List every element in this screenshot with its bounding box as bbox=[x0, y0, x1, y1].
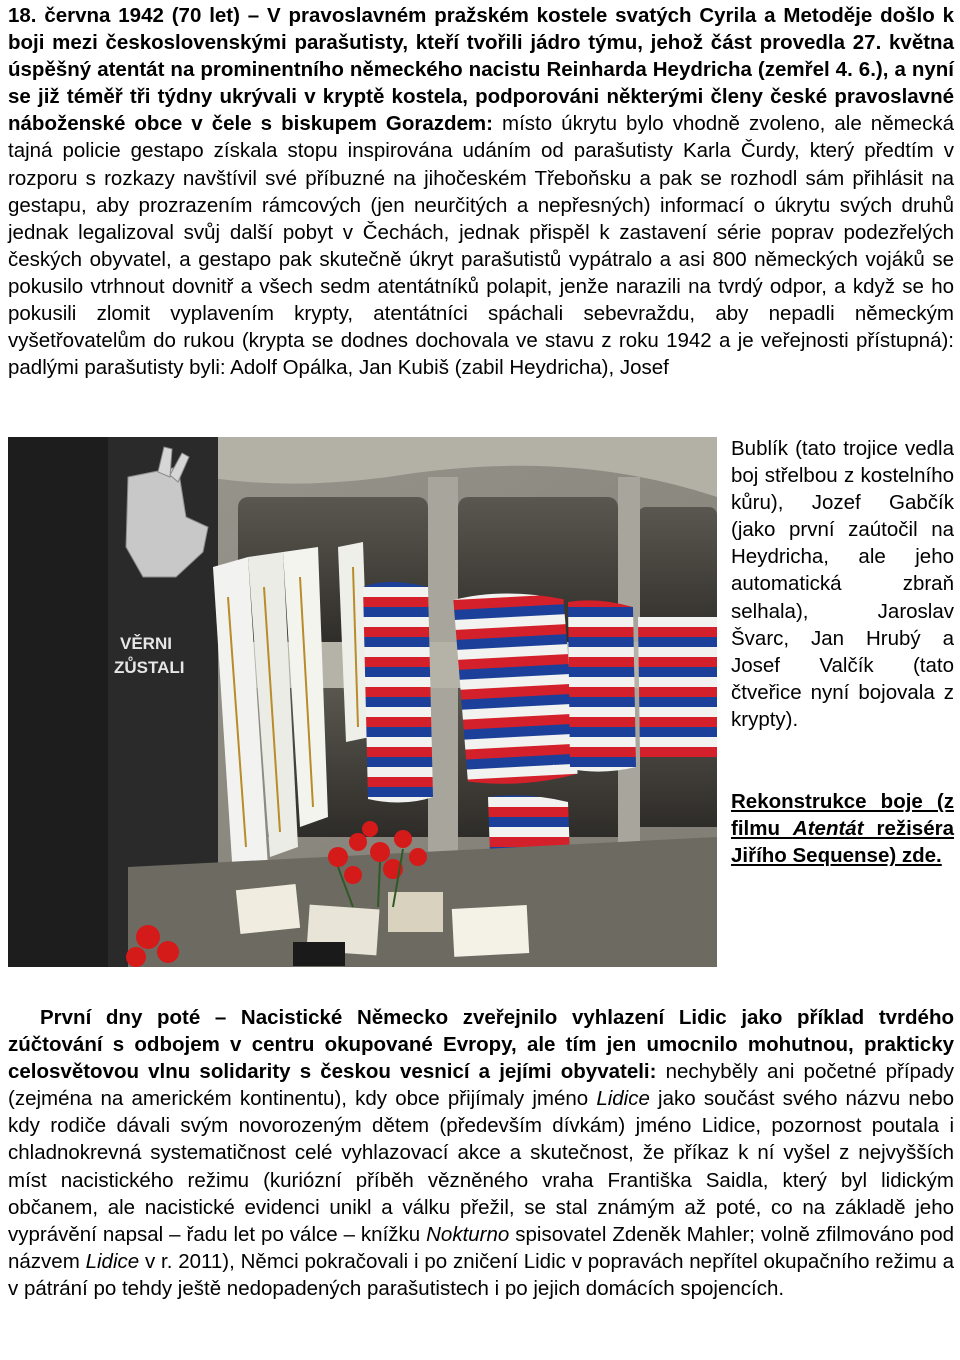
paragraph-lidice-body2: jako součást svého názvu nebo kdy rodiče dávali svým novorozeným dětem (především dívkám) jméno Lidice, pozornost poutala i chladnokrevná systematičnost celé vyhlazovací akce a skutečnost, že příkaz k ní vyšel z nejvyšších míst nacistického režimu (kuriózní příběh vězněného vraha Františka Saidla, který byl lidickým občanem, ale nacistické evidenci unikl a válku přežil, se stal známým až poté, co na základě jeho vyprávění napsal – řadu let po válce – knížku bbox=[8, 1087, 954, 1246]
plaque-text-line1: VĚRNI bbox=[120, 634, 172, 653]
battle-reconstruction-link[interactable] bbox=[731, 788, 954, 869]
paragraph-crypt-battle-body: místo úkrytu bylo vhodně zvoleno, ale německá tajná policie gestapo získala stopu inspirována udáním od parašutisty Karla Čurdy, který předtím v rozporu s rozkazy navštívil své příbuzné na jihočeském Třeboňsku a pak se rozhodl sám přihlásit na gestapu, aby prozrazením rámcových (jen neurčitých a nepřesných) informací o úkrytu svých druhů jednak legalizoval svůj další pobyt v Čechách, jednak přispěl k zastavení série poprav podezřelých českých obyvatel, a gestapo pak skutečně úkryt parašutistů vypátralo a asi 800 německých vojáků se pokusilo vtrhnout dovnitř a všech sedm atentátníků polapit, jenže narazili na tvrdý odpor, a když se ho pokusili zlomit vyplavením krypty, atentátníci spáchali sebevraždu, aby nepadli německým vyšetřovatelům do rukou (krypta se dodnes dochovala ve stavu z roku 1942 a je veřejnosti přístupná): padlými parašutisty byli: Adolf Opálka, Jan Kubiš (zabil Heydricha), Josef bbox=[8, 112, 954, 380]
paragraph-crypt-battle-lead: 18. června 1942 (70 let) – V pravoslavném pražském kostele svatých Cyrila a Metoděje došlo k boji mezi československými parašutisty, kteří tvořili jádro týmu, jehož část provedla 27. května úspěšný atentát na prominentního německého nacistu Reinharda Heydricha (zemřel 4. 6.), a nyní se již téměř tři týdny ukrývali v kryptě kostela, podporováni některými členy české pravoslavné náboženské obce v čele s biskupem Gorazdem: bbox=[8, 4, 954, 136]
link-text-part2: režiséra Jiřího Sequense) zde. bbox=[731, 817, 954, 868]
link-text-part1: Rekonstrukce boje (z filmu bbox=[731, 790, 954, 841]
link-film-title: Atentát bbox=[792, 817, 864, 841]
paragraph-lidice-lead: První dny poté – Nacistické Německo zveřejnilo vyhlazení Lidic jako příklad tvrdého zúčtování s odbojem v centru okupované Evropy, ale tím jen umocnilo mohutnou, prakticky celosvětovou vlnu solidarity s českou vesnicí a jejími obyvateli: bbox=[8, 1006, 954, 1084]
paragraph-lidice-body3: spisovatel Zdeněk Mahler; volně zfilmováno pod názvem bbox=[8, 1222, 955, 1273]
sidebar-text-paratroopers: Bublík (tato trojice vedla boj střelbou z kostelního kůru), Jozef Gabčík (jako první zaútočil na Heydricha, ale jeho automatická zbraň selhala), Jaroslav Švarc, Jan Hrubý a Josef Valčík (tato čtveřice nyní bojovala z krypty). bbox=[731, 437, 954, 731]
lidice-name-italic: Lidice bbox=[596, 1087, 650, 1111]
paragraph-crypt-battle bbox=[8, 2, 954, 381]
lidice-film-title: Lidice bbox=[85, 1249, 140, 1273]
crypt-memorial-photo bbox=[8, 437, 717, 967]
paragraph-lidice-aftermath bbox=[8, 1004, 954, 1302]
plaque-text-line2: ZŮSTALI bbox=[114, 658, 185, 677]
paragraph-lidice-body1: nechyběly ani početné případy (zejména na americkém kontinentu), kdy obce přijímaly jméno bbox=[8, 1060, 955, 1111]
paragraph-lidice-body4: v r. 2011), Němci pokračovali i po zničení Lidic v popravách nepřítel okupačního režimu a v pátrání po tehdy ještě nedopadených parašutistech i po jejich domácích spojencích. bbox=[8, 1249, 954, 1300]
nokturno-title: Nokturno bbox=[426, 1222, 510, 1246]
